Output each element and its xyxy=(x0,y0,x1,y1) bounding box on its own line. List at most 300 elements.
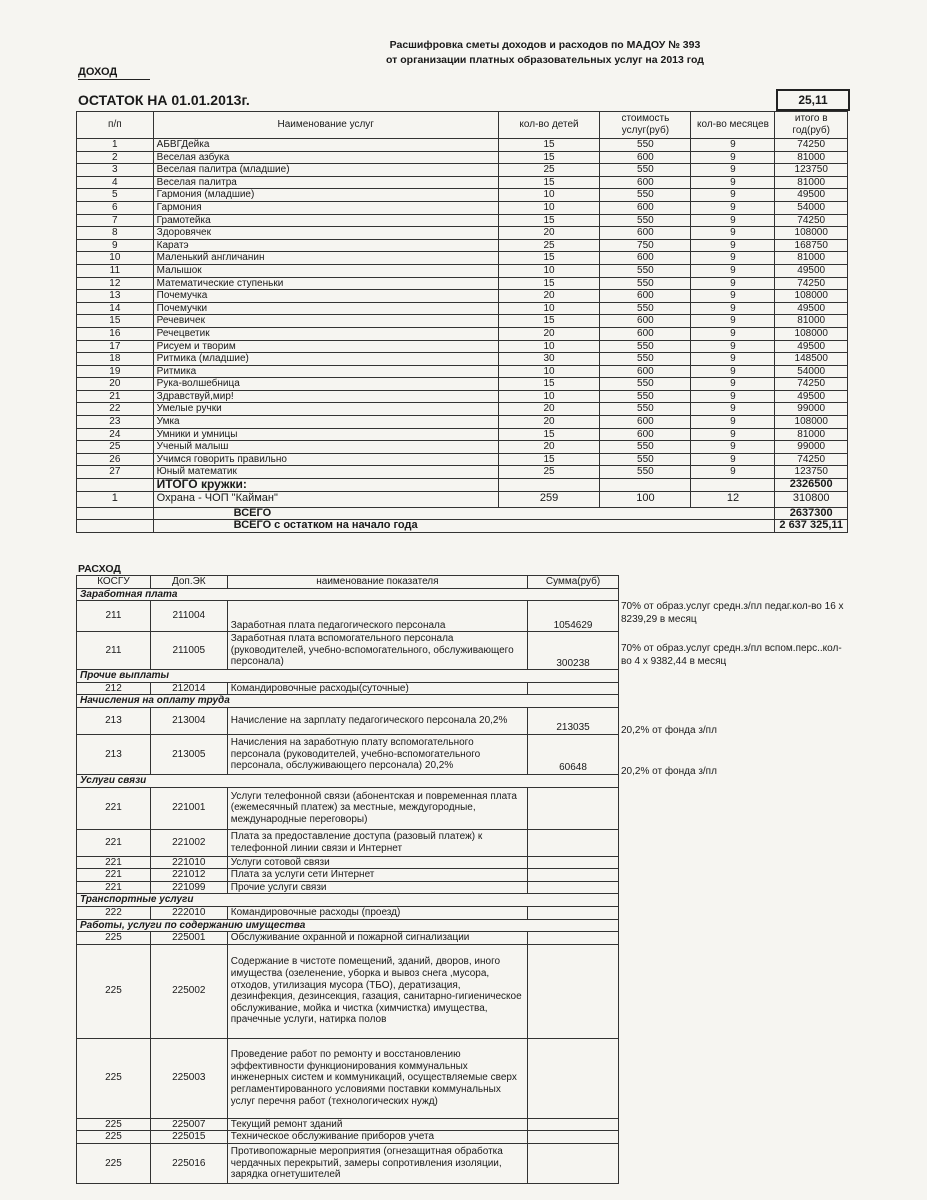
note-salary-aux: 70% от образ.услуг средн.з/пл вспом.перс..кол-во 4 х 9382,44 в месяц xyxy=(621,643,842,667)
service-name-cell: Умелые ручки xyxy=(153,403,498,416)
table-row xyxy=(77,139,848,152)
num-cell: 12 xyxy=(77,277,154,290)
children-count-cell: 25 xyxy=(498,466,600,479)
table-row xyxy=(77,906,619,919)
table-row xyxy=(77,441,848,454)
children-count-cell: 25 xyxy=(498,164,600,177)
price-cell: 550 xyxy=(600,441,691,454)
year-total-cell: 99000 xyxy=(775,441,848,454)
section-row xyxy=(77,774,619,787)
children-count-cell: 259 xyxy=(498,491,600,507)
name-cell: Начисление на зарплату педагогического персонала 20,2% xyxy=(227,707,527,734)
kosgu-cell: 221 xyxy=(77,869,151,882)
sum-cell xyxy=(528,829,619,856)
year-total-cell: 99000 xyxy=(775,403,848,416)
year-total-cell: 49500 xyxy=(775,390,848,403)
name-cell: Прочие услуги связи xyxy=(227,881,527,894)
months-cell: 9 xyxy=(691,365,775,378)
children-count-cell: 15 xyxy=(498,176,600,189)
table-row xyxy=(77,151,848,164)
table-row xyxy=(77,829,619,856)
kosgu-cell: 222 xyxy=(77,906,151,919)
table-row xyxy=(77,315,848,328)
empty-cell xyxy=(691,479,775,492)
name-cell: Содержание в чистоте помещений, зданий, дворов, иного имущества (озеленение, уборка и вывоз снега ,мусора, отходов, утилизация мусора (ТБО), дератизация, дезинфекция, дезинсекция, газация, санитарно-гигиеническое обслуживание, мойка и чистка (химчистка) имущества, прачечные услуги, натирка полов xyxy=(227,944,527,1038)
section-title: Начисления на оплату труда xyxy=(77,695,619,708)
months-cell: 9 xyxy=(691,466,775,479)
price-cell: 550 xyxy=(600,214,691,227)
children-count-cell: 10 xyxy=(498,264,600,277)
service-name-cell: Умка xyxy=(153,416,498,429)
children-count-cell: 20 xyxy=(498,290,600,303)
section-row xyxy=(77,695,619,708)
sum-cell xyxy=(528,932,619,945)
children-count-cell: 20 xyxy=(498,327,600,340)
name-cell: Заработная плата вспомогательного персонала (руководителей, учебно-вспомогательного, обслуживающего персонала) xyxy=(227,632,527,670)
months-cell: 9 xyxy=(691,139,775,152)
price-cell: 550 xyxy=(600,378,691,391)
price-cell: 550 xyxy=(600,453,691,466)
sum-cell: 60648 xyxy=(528,734,619,774)
table-row xyxy=(77,944,619,1038)
year-total-cell: 108000 xyxy=(775,416,848,429)
empty-cell xyxy=(600,479,691,492)
sum-cell: 300238 xyxy=(528,632,619,670)
num-cell: 23 xyxy=(77,416,154,429)
price-cell: 600 xyxy=(600,365,691,378)
price-cell: 600 xyxy=(600,176,691,189)
total-value: 2637300 xyxy=(775,507,848,520)
header-cell: Доп.ЭК xyxy=(150,576,227,589)
num-cell: 11 xyxy=(77,264,154,277)
year-total-cell: 49500 xyxy=(775,302,848,315)
name-cell: Услуги сотовой связи xyxy=(227,856,527,869)
table-row xyxy=(77,302,848,315)
header-cell: Наименование услуг xyxy=(153,112,498,139)
service-name-cell: Юный математик xyxy=(153,466,498,479)
header-cell: кол-во месяцев xyxy=(691,112,775,139)
section-title: Услуги связи xyxy=(77,774,619,787)
children-count-cell: 10 xyxy=(498,340,600,353)
table-row xyxy=(77,881,619,894)
section-row xyxy=(77,894,619,907)
empty-cell xyxy=(77,507,154,520)
code-cell: 225001 xyxy=(150,932,227,945)
price-cell: 750 xyxy=(600,239,691,252)
sum-cell xyxy=(528,1143,619,1183)
name-cell: Проведение работ по ремонту и восстановлению эффективности функционирования коммунальных инженерных систем и коммуникаций, осуществляемые сверх регламентированного условиями поставки коммунальных услуг перечня работ (технологических нужд) xyxy=(227,1038,527,1118)
income-table xyxy=(76,111,848,533)
code-cell: 221099 xyxy=(150,881,227,894)
table-row xyxy=(77,707,619,734)
price-cell: 600 xyxy=(600,315,691,328)
num-cell: 5 xyxy=(77,189,154,202)
service-name-cell: АБВГДейка xyxy=(153,139,498,152)
kosgu-cell: 221 xyxy=(77,881,151,894)
table-row xyxy=(77,201,848,214)
service-name-cell: Гармония (младшие) xyxy=(153,189,498,202)
clubs-total-value: 2326500 xyxy=(775,479,848,492)
price-cell: 550 xyxy=(600,277,691,290)
num-cell: 17 xyxy=(77,340,154,353)
price-cell: 550 xyxy=(600,390,691,403)
document-title xyxy=(330,38,760,68)
table-row xyxy=(77,1131,619,1144)
price-cell: 550 xyxy=(600,340,691,353)
num-cell: 9 xyxy=(77,239,154,252)
section-title: Транспортные услуги xyxy=(77,894,619,907)
code-cell: 221002 xyxy=(150,829,227,856)
months-cell: 9 xyxy=(691,315,775,328)
num-cell: 16 xyxy=(77,327,154,340)
total-label: ВСЕГО xyxy=(153,507,775,520)
code-cell: 225007 xyxy=(150,1118,227,1131)
table-row xyxy=(77,290,848,303)
kosgu-cell: 221 xyxy=(77,856,151,869)
empty-cell xyxy=(498,479,600,492)
section-title: Прочие выплаты xyxy=(77,670,619,683)
table-row xyxy=(77,340,848,353)
price-cell: 550 xyxy=(600,302,691,315)
year-total-cell: 49500 xyxy=(775,340,848,353)
months-cell: 9 xyxy=(691,353,775,366)
kosgu-cell: 213 xyxy=(77,707,151,734)
price-cell: 600 xyxy=(600,327,691,340)
children-count-cell: 10 xyxy=(498,390,600,403)
year-total-cell: 49500 xyxy=(775,189,848,202)
note-charge-aux: 20,2% от фонда з/пл xyxy=(621,766,717,777)
num-cell: 7 xyxy=(77,214,154,227)
sum-cell xyxy=(528,787,619,829)
table-row xyxy=(77,1118,619,1131)
service-name-cell: Ритмика (младшие) xyxy=(153,353,498,366)
name-cell: Командировочные расходы (проезд) xyxy=(227,906,527,919)
children-count-cell: 20 xyxy=(498,227,600,240)
table-row xyxy=(77,164,848,177)
months-cell: 9 xyxy=(691,390,775,403)
name-cell: Обслуживание охранной и пожарной сигнализации xyxy=(227,932,527,945)
months-cell: 9 xyxy=(691,264,775,277)
name-cell: Плата за предоставление доступа (разовый платеж) к телефонной линии связи и Интернет xyxy=(227,829,527,856)
children-count-cell: 25 xyxy=(498,239,600,252)
service-name-cell: Умники и умницы xyxy=(153,428,498,441)
name-cell: Начисления на заработную плату вспомогательного персонала (руководителей, учебно-вспомогательного персонала, обслуживающего персонала) 20,2% xyxy=(227,734,527,774)
code-cell: 213004 xyxy=(150,707,227,734)
price-cell: 550 xyxy=(600,403,691,416)
year-total-cell: 310800 xyxy=(775,491,848,507)
price-cell: 600 xyxy=(600,227,691,240)
num-cell: 15 xyxy=(77,315,154,328)
price-cell: 550 xyxy=(600,466,691,479)
months-cell: 9 xyxy=(691,277,775,290)
header-cell: наименование показателя xyxy=(227,576,527,589)
months-cell: 9 xyxy=(691,252,775,265)
num-cell: 27 xyxy=(77,466,154,479)
children-count-cell: 10 xyxy=(498,201,600,214)
kosgu-cell: 212 xyxy=(77,682,151,695)
table-row xyxy=(77,277,848,290)
num-cell: 14 xyxy=(77,302,154,315)
table-row xyxy=(77,365,848,378)
months-cell: 9 xyxy=(691,239,775,252)
empty-cell xyxy=(77,520,154,533)
table-row xyxy=(77,1143,619,1183)
sum-cell xyxy=(528,682,619,695)
table-row xyxy=(77,601,619,632)
service-name-cell: Рисуем и творим xyxy=(153,340,498,353)
name-cell: Плата за услуги сети Интернет xyxy=(227,869,527,882)
months-cell: 9 xyxy=(691,403,775,416)
header-cell: кол-во детей xyxy=(498,112,600,139)
name-cell: Услуги телефонной связи (абонентская и повременная плата (ежемесячный платеж) за местные, междугородные, международные переговоры) xyxy=(227,787,527,829)
months-cell: 9 xyxy=(691,340,775,353)
price-cell: 550 xyxy=(600,164,691,177)
year-total-cell: 81000 xyxy=(775,176,848,189)
months-cell: 9 xyxy=(691,151,775,164)
year-total-cell: 54000 xyxy=(775,201,848,214)
service-name-cell: Малышок xyxy=(153,264,498,277)
header-cell: стоимость услуг(руб) xyxy=(600,112,691,139)
price-cell: 600 xyxy=(600,416,691,429)
kosgu-cell: 211 xyxy=(77,601,151,632)
table-row xyxy=(77,189,848,202)
table-row xyxy=(77,390,848,403)
num-cell: 8 xyxy=(77,227,154,240)
sum-cell xyxy=(528,1131,619,1144)
service-name-cell: Рука-волшебница xyxy=(153,378,498,391)
note-charge-ped: 20,2% от фонда з/пл xyxy=(621,725,717,736)
year-total-cell: 81000 xyxy=(775,315,848,328)
service-name-cell: Математические ступеньки xyxy=(153,277,498,290)
children-count-cell: 20 xyxy=(498,403,600,416)
months-cell: 9 xyxy=(691,227,775,240)
months-cell: 9 xyxy=(691,189,775,202)
num-cell: 1 xyxy=(77,139,154,152)
price-cell: 600 xyxy=(600,252,691,265)
income-header-row xyxy=(77,112,848,139)
section-title: Работы, услуги по содержанию имущества xyxy=(77,919,619,932)
price-cell: 550 xyxy=(600,353,691,366)
service-name-cell: Здравствуй,мир! xyxy=(153,390,498,403)
price-cell: 550 xyxy=(600,264,691,277)
table-row xyxy=(77,416,848,429)
table-row xyxy=(77,403,848,416)
price-cell: 550 xyxy=(600,139,691,152)
clubs-total-label: ИТОГО кружки: xyxy=(153,479,498,492)
table-row xyxy=(77,734,619,774)
table-row xyxy=(77,176,848,189)
table-row xyxy=(77,327,848,340)
price-cell: 600 xyxy=(600,428,691,441)
service-name-cell: Почемучки xyxy=(153,302,498,315)
year-total-cell: 74250 xyxy=(775,378,848,391)
kosgu-cell: 213 xyxy=(77,734,151,774)
total-row xyxy=(77,507,848,520)
num-cell: 19 xyxy=(77,365,154,378)
section-title: Заработная плата xyxy=(77,588,619,601)
security-row xyxy=(77,491,848,507)
months-cell: 9 xyxy=(691,453,775,466)
sum-cell: 213035 xyxy=(528,707,619,734)
section-row xyxy=(77,919,619,932)
name-cell: Командировочные расходы(суточные) xyxy=(227,682,527,695)
kosgu-cell: 221 xyxy=(77,829,151,856)
service-name-cell: Охрана - ЧОП "Кайман" xyxy=(153,491,498,507)
table-row xyxy=(77,932,619,945)
kosgu-cell: 225 xyxy=(77,1131,151,1144)
months-cell: 9 xyxy=(691,214,775,227)
income-label: ДОХОД xyxy=(78,66,150,80)
num-cell: 6 xyxy=(77,201,154,214)
title-line-2: от организации платных образовательных услуг на 2013 год xyxy=(386,54,704,66)
num-cell: 4 xyxy=(77,176,154,189)
year-total-cell: 81000 xyxy=(775,151,848,164)
children-count-cell: 15 xyxy=(498,277,600,290)
kosgu-cell: 225 xyxy=(77,1118,151,1131)
price-cell: 550 xyxy=(600,189,691,202)
sum-cell xyxy=(528,1118,619,1131)
section-row xyxy=(77,588,619,601)
months-cell: 9 xyxy=(691,327,775,340)
table-row xyxy=(77,378,848,391)
code-cell: 225003 xyxy=(150,1038,227,1118)
sum-cell xyxy=(528,906,619,919)
table-row xyxy=(77,632,619,670)
children-count-cell: 15 xyxy=(498,214,600,227)
num-cell: 21 xyxy=(77,390,154,403)
header-cell: Сумма(руб) xyxy=(528,576,619,589)
year-total-cell: 74250 xyxy=(775,214,848,227)
months-cell: 9 xyxy=(691,378,775,391)
code-cell: 225015 xyxy=(150,1131,227,1144)
name-cell: Техническое обслуживание приборов учета xyxy=(227,1131,527,1144)
price-cell: 100 xyxy=(600,491,691,507)
kosgu-cell: 225 xyxy=(77,1038,151,1118)
num-cell: 1 xyxy=(77,491,154,507)
year-total-cell: 168750 xyxy=(775,239,848,252)
sum-cell xyxy=(528,944,619,1038)
service-name-cell: Веселая азбука xyxy=(153,151,498,164)
price-cell: 600 xyxy=(600,201,691,214)
service-name-cell: Здоровячек xyxy=(153,227,498,240)
name-cell: Заработная плата педагогического персонала xyxy=(227,601,527,632)
expense-label: РАСХОД xyxy=(78,563,121,575)
kosgu-cell: 221 xyxy=(77,787,151,829)
children-count-cell: 15 xyxy=(498,151,600,164)
code-cell: 221010 xyxy=(150,856,227,869)
code-cell: 211004 xyxy=(150,601,227,632)
num-cell: 22 xyxy=(77,403,154,416)
year-total-cell: 49500 xyxy=(775,264,848,277)
children-count-cell: 15 xyxy=(498,428,600,441)
year-total-cell: 108000 xyxy=(775,227,848,240)
months-cell: 9 xyxy=(691,290,775,303)
code-cell: 211005 xyxy=(150,632,227,670)
num-cell: 25 xyxy=(77,441,154,454)
table-row xyxy=(77,239,848,252)
year-total-cell: 108000 xyxy=(775,327,848,340)
sum-cell xyxy=(528,869,619,882)
price-cell: 600 xyxy=(600,290,691,303)
num-cell: 18 xyxy=(77,353,154,366)
sum-cell xyxy=(528,856,619,869)
balance-label: ОСТАТОК НА 01.01.2013г. xyxy=(78,92,250,108)
months-cell: 9 xyxy=(691,302,775,315)
year-total-cell: 81000 xyxy=(775,252,848,265)
year-total-cell: 74250 xyxy=(775,139,848,152)
code-cell: 222010 xyxy=(150,906,227,919)
kosgu-cell: 225 xyxy=(77,932,151,945)
price-cell: 600 xyxy=(600,151,691,164)
code-cell: 225002 xyxy=(150,944,227,1038)
year-total-cell: 123750 xyxy=(775,164,848,177)
service-name-cell: Ученый малыш xyxy=(153,441,498,454)
header-cell: п/п xyxy=(77,112,154,139)
section-row xyxy=(77,670,619,683)
name-cell: Текущий ремонт зданий xyxy=(227,1118,527,1131)
clubs-total-row xyxy=(77,479,848,492)
children-count-cell: 15 xyxy=(498,453,600,466)
table-row xyxy=(77,252,848,265)
total-with-balance-label: ВСЕГО с остатком на начало года xyxy=(153,520,775,533)
children-count-cell: 20 xyxy=(498,416,600,429)
table-row xyxy=(77,682,619,695)
total-with-balance-value: 2 637 325,11 xyxy=(775,520,848,533)
table-row xyxy=(77,353,848,366)
table-row xyxy=(77,428,848,441)
children-count-cell: 15 xyxy=(498,252,600,265)
note-salary-ped: 70% от образ.услуг средн.з/пл педаг.кол-во 16 х 8239,29 в месяц xyxy=(621,601,844,625)
children-count-cell: 30 xyxy=(498,353,600,366)
months-cell: 9 xyxy=(691,164,775,177)
service-name-cell: Маленький англичанин xyxy=(153,252,498,265)
name-cell: Противопожарные мероприятия (огнезащитная обработка чердачных перекрытий, замеры сопротивления изоляции, зарядка огнетушителей xyxy=(227,1143,527,1183)
service-name-cell: Веселая палитра xyxy=(153,176,498,189)
table-row xyxy=(77,1038,619,1118)
table-row xyxy=(77,856,619,869)
empty-cell xyxy=(77,479,154,492)
kosgu-cell: 225 xyxy=(77,944,151,1038)
children-count-cell: 15 xyxy=(498,378,600,391)
sum-cell xyxy=(528,881,619,894)
months-cell: 9 xyxy=(691,441,775,454)
kosgu-cell: 225 xyxy=(77,1143,151,1183)
sum-cell xyxy=(528,1038,619,1118)
num-cell: 10 xyxy=(77,252,154,265)
num-cell: 2 xyxy=(77,151,154,164)
service-name-cell: Ритмика xyxy=(153,365,498,378)
service-name-cell: Речевичек xyxy=(153,315,498,328)
balance-value: 25,11 xyxy=(776,89,850,111)
code-cell: 225016 xyxy=(150,1143,227,1183)
code-cell: 213005 xyxy=(150,734,227,774)
sum-cell: 1054629 xyxy=(528,601,619,632)
children-count-cell: 15 xyxy=(498,315,600,328)
months-cell: 9 xyxy=(691,428,775,441)
service-name-cell: Веселая палитра (младшие) xyxy=(153,164,498,177)
num-cell: 20 xyxy=(77,378,154,391)
children-count-cell: 15 xyxy=(498,139,600,152)
children-count-cell: 10 xyxy=(498,189,600,202)
table-row xyxy=(77,869,619,882)
service-name-cell: Учимся говорить правильно xyxy=(153,453,498,466)
code-cell: 221012 xyxy=(150,869,227,882)
children-count-cell: 20 xyxy=(498,441,600,454)
months-cell: 9 xyxy=(691,416,775,429)
service-name-cell: Почемучка xyxy=(153,290,498,303)
table-row xyxy=(77,214,848,227)
total-with-balance-row xyxy=(77,520,848,533)
